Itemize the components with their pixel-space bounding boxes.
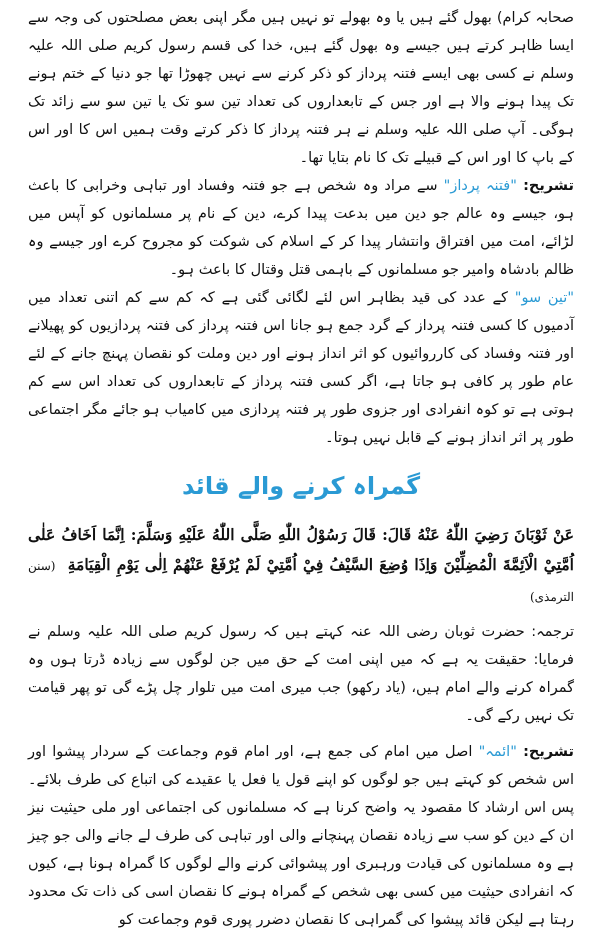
commentary-three-hundred <box>28 284 574 452</box>
commentary-aimma-body: اصل میں امام کی جمع ہے، اور امام قوم وجماعت کے سردار پیشوا اور اس شخص کو کہتے ہیں جو لوگوں کو اپنے قول یا فعل یا عقیدے کی اتباع کی طرف بلائے۔ پس اس ارشاد کا مقصود یہ واضح کرنا ہے کہ مسلمانوں کی اجتماعی اور ملی حیثیت نیز ان کے دین کو سب سے زیادہ نقصان پہنچانے والی اور تباہی کی طرف لے جانے والی جو چیز ہے وہ مسلمانوں کی قیادت ورہبری اور پیشوائی کرنے والے لوگوں کا گمراہ ہونا ہے، کیوں کہ انفرادی حیثیت میں کسی بھی شخص کے گمراہ ہونے کا نقصان اسی کی ذات تک محدود رہتا ہے لیکن قائد پیشوا کی گمراہی کا نقصان دضرر پوری قوم وجماعت کو <box>28 744 574 928</box>
spacer <box>28 730 574 738</box>
commentary-label-2: تشریح: <box>523 744 575 760</box>
keyword-aimma: "ائمہ" <box>478 744 517 760</box>
hadith-arabic-text: عَنْ ثَوْبَانَ رَضِيَ اللّٰهُ عَنْهُ قَالَ: قَالَ رَسُوْلُ اللّٰهِ صَلَّى اللّٰهُ عَلَيْهِ وَسَلَّمَ: اِنَّمَا اَخَافُ عَلٰى اُمَّتِيْ الْاَئِمَّةَ الْمُضِلِّيْنَ وَاِذَا وُضِعَ السَّيْفُ فِيْ اُمَّتِيْ لَمْ يُرْفَعْ عَنْهُمْ اِلٰى يَوْمِ الْقِيَامَةِ <box>28 525 574 574</box>
hadith-source: (سنن الترمذی) <box>28 559 574 604</box>
commentary-fitna-body: سے مراد وہ شخص ہے جو فتنہ وفساد اور تباہی وخرابی کا باعث ہو، جیسے وہ عالم جو دین میں بدعت پیدا کرے، دین کے نام پر مسلمانوں کو آپس میں لڑائے، امت میں افتراق وانتشار پیدا کر کے اسلام کی شوکت کو مجروح کرے اور جیسے وہ ظالم بادشاہ وامیر جو مسلمانوں کے باہمی قتل وقتال کا باعث ہو۔ <box>28 178 574 278</box>
keyword-teen-sau: "تین سو" <box>514 290 575 306</box>
paragraph-intro: صحابہ کرام) بھول گئے ہیں یا وہ بھولے تو نہیں ہیں مگر اپنی بعض مصلحتوں کی وجہ سے ایسا ظاہر کرتے ہیں جیسے وہ بھول گئے ہیں، خدا کی قسم رسول کریم صلی اللہ علیہ وسلم نے کسی بھی ایسے فتنہ پرداز کو ذکر کرنے سے نہیں چھوڑا تھا جو دنیا کے ختم ہونے تک پیدا ہونے والا ہے اور جس کے تابعداروں کی تعداد تین سو تک یا تین سو سے زائد تک ہوگی۔ آپ صلی اللہ علیہ وسلم نے ہر فتنہ پرداز کا ذکر کرتے وقت ہمیں اس کا اور اس کے باپ کا اور اس کے قبیلے تک کا نام بتایا تھا۔ <box>28 10 574 166</box>
document-page <box>28 4 575 928</box>
commentary-fitna <box>28 172 574 284</box>
hadith-translation: ترجمہ: حضرت ثوبان رضی اللہ عنہ کہتے ہیں کہ رسول کریم صلی اللہ علیہ وسلم نے فرمایا: حقیقت یہ ہے کہ میں اپنی امت کے حق میں جن لوگوں سے زیادہ ڈرتا ہوں وہ گمراہ کرنے والے امام ہیں، (یاد رکھو) جب میری امت میں تلوار چل پڑے گی تو پھر قیامت تک نہیں رکے گی۔ <box>28 624 574 724</box>
commentary-three-hundred-body: کے عدد کی قید بظاہر اس لئے لگائی گئی ہے کہ کم سے کم اتنی تعداد میں آدمیوں کا کسی فتنہ پرداز کے گرد جمع ہو جانا اس فتنہ پرداز کی فتنہ پردازیوں کو پھیلانے اور فتنہ وفساد کی کارروائیوں کو اثر انداز ہونے اور دین وملت کو نقصان پہنچ جانے کے لئے عام طور پر کافی ہو جاتا ہے، اگر کسی فتنہ پرداز کے تابعداروں کی تعداد اس سے کم ہوتی ہے تو کوہ انفرادی اور جزوی طور پر فتنہ پردازی میں کامیاب ہو جائے مگر اجتماعی طور پر اثر انداز ہونے کے قابل نہیں ہوتا۔ <box>28 290 574 446</box>
section-heading: گمراہ کرنے والے قائد <box>181 472 421 500</box>
commentary-label: تشریح: <box>523 178 575 194</box>
commentary-aimma <box>28 738 574 934</box>
hadith-arabic <box>28 520 574 612</box>
keyword-fitna-pardaz: "فتنہ پرداز" <box>443 178 517 194</box>
